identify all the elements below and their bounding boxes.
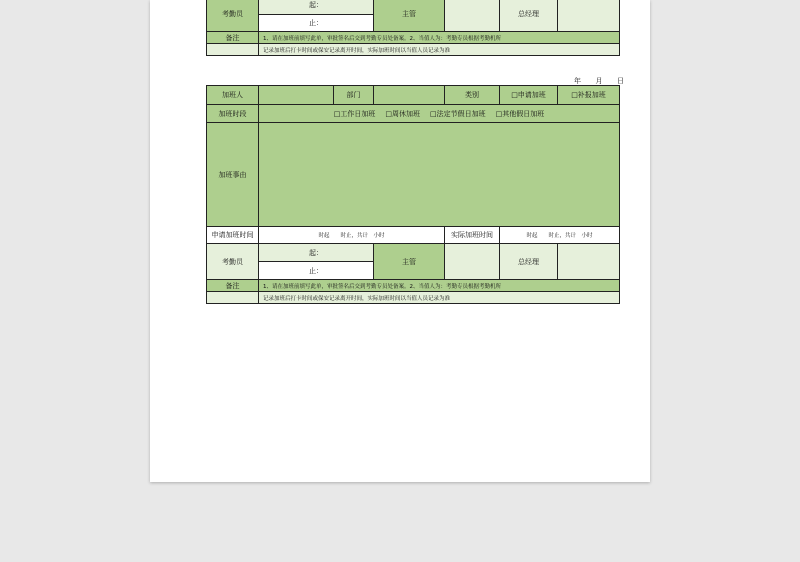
supplement-option[interactable]: □补报加班 bbox=[557, 86, 619, 104]
gm-signature-field[interactable] bbox=[557, 244, 619, 279]
remark-label-blank bbox=[207, 44, 258, 55]
gm-signature-field[interactable] bbox=[557, 0, 619, 31]
start-end-cell bbox=[258, 0, 373, 31]
supervisor-signature-field[interactable] bbox=[444, 0, 499, 31]
holiday-option[interactable]: □法定节假日加班 bbox=[430, 109, 486, 118]
gm-label: 总经理 bbox=[499, 0, 557, 31]
overtime-person-label: 加班人 bbox=[207, 86, 258, 104]
attendance-label: 考勤员 bbox=[207, 0, 258, 31]
remark-note-line2: 记录加班后打卡时间或保安记录离开时间，实际加班时间以当值人员记录为准 bbox=[258, 44, 619, 55]
other-holiday-option[interactable]: □其他假日加班 bbox=[495, 109, 545, 118]
remark-label: 备注 bbox=[207, 280, 258, 291]
department-label: 部门 bbox=[333, 86, 373, 104]
actual-time-field[interactable]: 时起 时止，共计 小时 bbox=[499, 227, 619, 243]
reason-field[interactable] bbox=[258, 123, 619, 226]
apply-time-label: 申请加班时间 bbox=[207, 227, 258, 243]
attendance-label: 考勤员 bbox=[207, 244, 258, 279]
remark-label-blank bbox=[207, 292, 258, 303]
apply-time-field[interactable]: 时起 时止，共计 小时 bbox=[258, 227, 444, 243]
start-end-cell bbox=[258, 244, 373, 279]
gm-label: 总经理 bbox=[499, 244, 557, 279]
day-label: 日 bbox=[617, 77, 624, 85]
overtime-form-top bbox=[206, 0, 620, 56]
reason-label: 加班事由 bbox=[207, 123, 258, 226]
month-label: 月 bbox=[595, 77, 603, 85]
end-field[interactable]: 止： bbox=[259, 261, 373, 279]
year-label: 年 bbox=[574, 77, 581, 85]
start-field[interactable]: 起： bbox=[259, 0, 373, 14]
department-field[interactable] bbox=[373, 86, 444, 104]
overtime-form bbox=[206, 85, 620, 304]
workday-option[interactable]: □工作日加班 bbox=[333, 109, 376, 118]
supervisor-label: 主管 bbox=[373, 244, 444, 279]
actual-time-label: 实际加班时间 bbox=[444, 227, 499, 243]
end-field[interactable]: 止： bbox=[259, 14, 373, 32]
overtime-person-field[interactable] bbox=[258, 86, 333, 104]
remark-note-line2: 记录加班后打卡时间或保安记录离开时间，实际加班时间以当值人员记录为准 bbox=[258, 292, 619, 303]
remark-label: 备注 bbox=[207, 32, 258, 43]
supervisor-label: 主管 bbox=[373, 0, 444, 31]
remark-note-line1: 1、请在加班前填写此单，审批签名后交到考勤专员处备案。2、当值人为：考勤专员根据考勤机所 bbox=[258, 32, 619, 43]
period-label: 加班时段 bbox=[207, 105, 258, 122]
remark-note-line1: 1、请在加班前填写此单，审批签名后交到考勤专员处备案。2、当值人为：考勤专员根据考勤机所 bbox=[258, 280, 619, 291]
start-field[interactable]: 起： bbox=[259, 244, 373, 261]
category-label: 类别 bbox=[444, 86, 499, 104]
supervisor-signature-field[interactable] bbox=[444, 244, 499, 279]
weekend-option[interactable]: □周休加班 bbox=[385, 109, 420, 118]
apply-option[interactable]: □申请加班 bbox=[499, 86, 557, 104]
period-options bbox=[258, 105, 619, 122]
document-page bbox=[150, 0, 650, 482]
